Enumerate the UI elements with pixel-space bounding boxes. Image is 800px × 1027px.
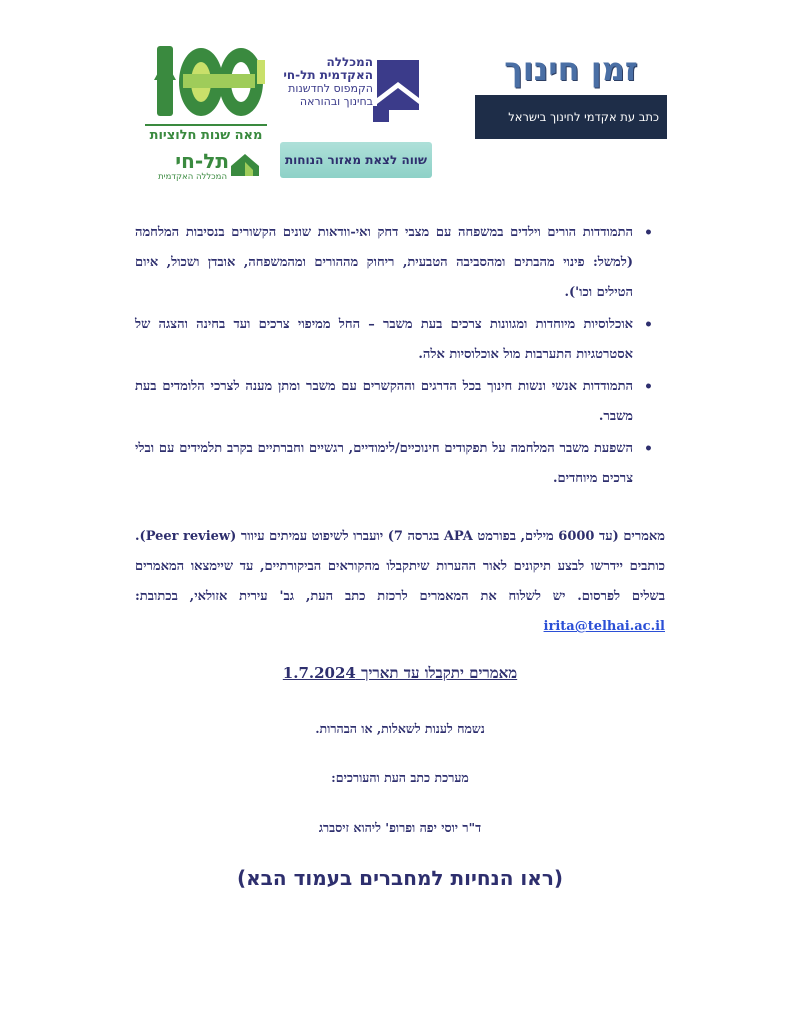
list-item-text: התמודדות אנשי ונשות חינוך בכל הדרגים וההקשרים עם משבר ומתן מענה לצרכי הלומדים בעת משבר. <box>135 379 633 424</box>
submission-paragraph <box>135 522 665 642</box>
topics-list <box>135 218 655 496</box>
college-emblem-icon <box>373 60 423 122</box>
list-item <box>135 434 655 494</box>
telhai-sub: המכללה האקדמית <box>158 172 227 182</box>
journal-logo <box>475 43 667 138</box>
telhai-years-text: מאה שנות חלוציות <box>145 124 267 143</box>
questions-line: נשמח לענות לשאלות, או הבהרות. <box>315 721 485 736</box>
list-item <box>135 218 655 308</box>
college-text <box>253 56 373 108</box>
college-line2: האקדמית תל-חי <box>283 68 373 82</box>
list-item <box>135 372 655 432</box>
editors-names: ד"ר יוסי יפה ופרופ' ליהוא זיסברג <box>318 820 482 835</box>
journal-title: זמן חינוך <box>504 50 638 88</box>
college-line1: המכללה <box>326 55 373 69</box>
deadline-heading: מאמרים יתקבלו עד תאריך 1.7.2024 <box>282 664 518 682</box>
list-item <box>135 310 655 370</box>
telhai-logo <box>145 38 270 183</box>
college-line4: בחינוך ובהוראה <box>299 95 373 108</box>
college-line3: הקמפוס לחדשנות <box>288 82 373 95</box>
bullet-icon: • <box>644 225 653 241</box>
bullet-icon: • <box>644 441 653 457</box>
college-slogan: שווה לצאת מאזור הנוחות <box>280 142 432 178</box>
submission-text: מאמרים (עד 6000 מילים, בפורמט APA בגרסה 7) יועברו לשיפוט עמיתים עיוור (Peer review). כותבים יידרשו לבצע תיקונים לאור ההערות שיתקבלו מהקוראים הביקורתיים, עד שיימצאו המאמרים בשלים לפרסום. יש לשלוח את המאמרים לרכזת כתב העת, גב' עירית אזולאי, בכתובת: <box>135 529 665 604</box>
list-item-text: התמודדות הורים וילדים במשפחה עם מצבי דחק ואי-וודאות שונים הקשורים בנסיבות המלחמה (למשל: פינוי מהבתים ומהסביבה הטבעית, ריחוק מההורים ומהמשפחה, אובדן ושכול, איום הטילים וכו'). <box>135 225 633 300</box>
email-link[interactable]: irita@telhai.ac.il <box>543 619 665 634</box>
bullet-icon: • <box>644 317 653 333</box>
telhai-name: תל-חי <box>175 149 229 173</box>
list-item-text: אוכלוסיות מיוחדות ומגוונות צרכים בעת משבר – החל ממיפוי צרכים ועד בחינה והצגה של אסטרטגיות התערבות מול אוכלוסיות אלה. <box>135 317 633 362</box>
telhai-name-row <box>149 150 267 182</box>
list-item-text: השפעת משבר המלחמה על תפקודים חינוכיים/לימודיים, רגשיים וחברתיים בקרב תלמידים עם ובלי צרכים מיוחדים. <box>135 441 633 486</box>
house-icon <box>229 152 261 178</box>
telhai-100-mark-icon <box>149 40 267 124</box>
editorial-label: מערכת כתב העת והעורכים: <box>331 770 469 785</box>
college-logo <box>278 42 433 182</box>
bullet-icon: • <box>644 379 653 395</box>
journal-subtitle: כתב עת אקדמי לחינוך בישראל <box>475 95 667 139</box>
see-next-page-note: (ראו הנחיות למחברים בעמוד הבא) <box>236 866 564 890</box>
